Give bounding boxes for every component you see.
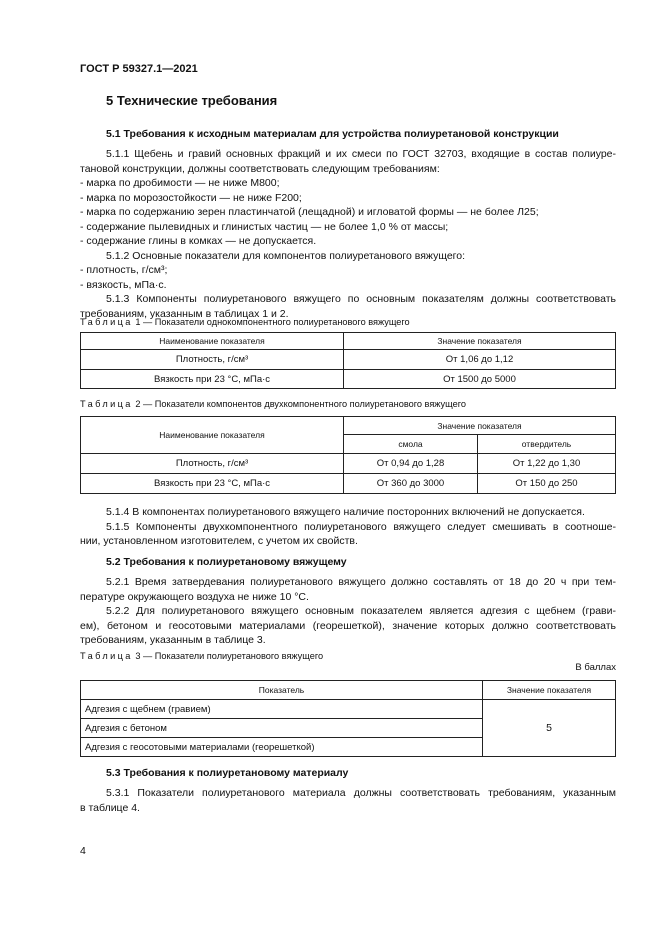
indicator-item: - вязкость, мПа·с. bbox=[80, 278, 167, 291]
requirement-item: - марка по дробимости — не ниже М800; bbox=[80, 177, 280, 189]
table-2-subheader-resin: смола bbox=[344, 435, 478, 454]
table-2-cell-name: Плотность, г/см³ bbox=[81, 454, 344, 474]
table-1-cell-value: От 1,06 до 1,12 bbox=[344, 350, 616, 370]
table-3-header-value: Значение показателя bbox=[483, 681, 616, 700]
requirement-item: - содержание пылевидных и глинистых частиц — не более 1,0 % от массы; bbox=[80, 220, 449, 233]
paragraph-5-1-2: 5.1.2 Основные показатели для компонентов полиуретанового вяжущего: bbox=[106, 249, 466, 262]
table-1-caption-word: Таблица bbox=[80, 317, 133, 327]
table-3-cell-indicator: Адгезия с щебнем (гравием) bbox=[81, 700, 483, 719]
paragraph-5-2-1-line1: 5.2.1 Время затвердевания полиуретанового вяжущего должно составлять от 18 до 20 ч при тем- bbox=[106, 576, 616, 588]
table-2-cell-hardener: От 150 до 250 bbox=[478, 474, 616, 494]
table-1-caption-text: 1 — Показатели однокомпонентного полиуретанового вяжущего bbox=[135, 317, 410, 327]
table-2-subheader-hardener: отвердитель bbox=[478, 435, 616, 454]
table-1-cell-value: От 1500 до 5000 bbox=[344, 370, 616, 389]
paragraph-5-1-4: 5.1.4 В компонентах полиуретанового вяжущего наличие посторонних включений не допускается. bbox=[106, 506, 585, 518]
table-2-caption bbox=[80, 399, 466, 409]
table-2-caption-text: 2 — Показатели компонентов двухкомпонентного полиуретанового вяжущего bbox=[135, 399, 466, 409]
table-3-caption-word: Таблица bbox=[80, 651, 133, 661]
table-3-units: В баллах bbox=[575, 662, 616, 673]
table-2-cell-hardener: От 1,22 до 1,30 bbox=[478, 454, 616, 474]
table-2-cell-resin: От 0,94 до 1,28 bbox=[344, 454, 478, 474]
requirement-item: - марка по морозостойкости — не ниже F200; bbox=[80, 191, 302, 204]
table-2-header-value: Значение показателя bbox=[344, 417, 616, 435]
table-row bbox=[81, 700, 616, 719]
table-3-cell-indicator: Адгезия с бетоном bbox=[81, 719, 483, 738]
table-row bbox=[81, 454, 616, 474]
paragraph-5-2-2-line3: требованиям, указанным в таблице 3. bbox=[80, 634, 266, 646]
paragraph-5-1-5-line1: 5.1.5 Компоненты двухкомпонентного полиуретанового вяжущего следует смешивать в соотноше- bbox=[106, 520, 616, 533]
table-2-caption-word: Таблица bbox=[80, 399, 133, 409]
table-row bbox=[81, 474, 616, 494]
paragraph-5-3-1-line1: 5.3.1 Показатели полиуретанового материала должны соответствовать требованиям, указанным bbox=[106, 787, 616, 799]
table-1-cell-name: Плотность, г/см³ bbox=[81, 350, 344, 370]
paragraph-5-1-1-line2: тановой конструкции, должны соответствовать следующим требованиям: bbox=[80, 162, 440, 175]
paragraph-5-2-1-line2: пературе окружающего воздуха не ниже 10 °С. bbox=[80, 590, 309, 603]
table-3-cell-value: 5 bbox=[483, 700, 616, 757]
table-3-caption-text: 3 — Показатели полиуретанового вяжущего bbox=[135, 651, 324, 661]
table-row bbox=[81, 350, 616, 370]
table-2-cell-resin: От 360 до 3000 bbox=[344, 474, 478, 494]
requirement-item: - содержание глины в комках — не допускается. bbox=[80, 235, 317, 247]
document-header: ГОСТ Р 59327.1—2021 bbox=[80, 63, 198, 75]
table-row bbox=[81, 370, 616, 389]
paragraph-5-1-1-line1: 5.1.1 Щебень и гравий основных фракций и их смеси по ГОСТ 32703, входящие в состав полиуре- bbox=[106, 148, 616, 160]
table-3 bbox=[80, 680, 616, 757]
page-number: 4 bbox=[80, 845, 86, 857]
paragraph-5-1-5-line2: нии, установленном изготовителем, с учетом их свойств. bbox=[80, 535, 358, 547]
table-2 bbox=[80, 416, 616, 494]
table-2-cell-name: Вязкость при 23 °С, мПа·с bbox=[81, 474, 344, 494]
subsection-5-1-title: 5.1 Требования к исходным материалам для устройства полиуретановой конструкции bbox=[106, 128, 559, 140]
table-1-cell-name: Вязкость при 23 °С, мПа·с bbox=[81, 370, 344, 389]
table-3-header-indicator: Показатель bbox=[81, 681, 483, 700]
table-1-header-name: Наименование показателя bbox=[81, 333, 344, 350]
table-2-header-name: Наименование показателя bbox=[81, 417, 344, 454]
table-3-cell-indicator: Адгезия с геосотовыми материалами (георешеткой) bbox=[81, 738, 483, 757]
subsection-5-2-title: 5.2 Требования к полиуретановому вяжущему bbox=[106, 556, 347, 568]
paragraph-5-1-3-line1: 5.1.3 Компоненты полиуретанового вяжущего по основным показателям должны соответствовать bbox=[106, 293, 616, 305]
paragraph-5-1-3-line2: требованиям, указанным в таблицах 1 и 2. bbox=[80, 307, 289, 320]
paragraph-5-2-2-line2: ем), бетоном и геосотовыми материалами (георешеткой), значение которых должно соответствовать bbox=[80, 619, 616, 632]
paragraph-5-3-1-line2: в таблице 4. bbox=[80, 801, 140, 814]
table-1-caption bbox=[80, 317, 410, 327]
indicator-item: - плотность, г/см³; bbox=[80, 264, 168, 276]
requirement-item: - марка по содержанию зерен пластинчатой (лещадной) и игловатой формы — не более Л25; bbox=[80, 206, 539, 218]
subsection-5-3-title: 5.3 Требования к полиуретановому материалу bbox=[106, 767, 349, 779]
table-1 bbox=[80, 332, 616, 389]
table-3-caption bbox=[80, 651, 323, 661]
paragraph-5-2-2-line1: 5.2.2 Для полиуретанового вяжущего основным показателем является адгезия с щебнем (грави- bbox=[106, 605, 616, 617]
table-1-header-value: Значение показателя bbox=[344, 333, 616, 350]
section-title: 5 Технические требования bbox=[106, 93, 278, 108]
